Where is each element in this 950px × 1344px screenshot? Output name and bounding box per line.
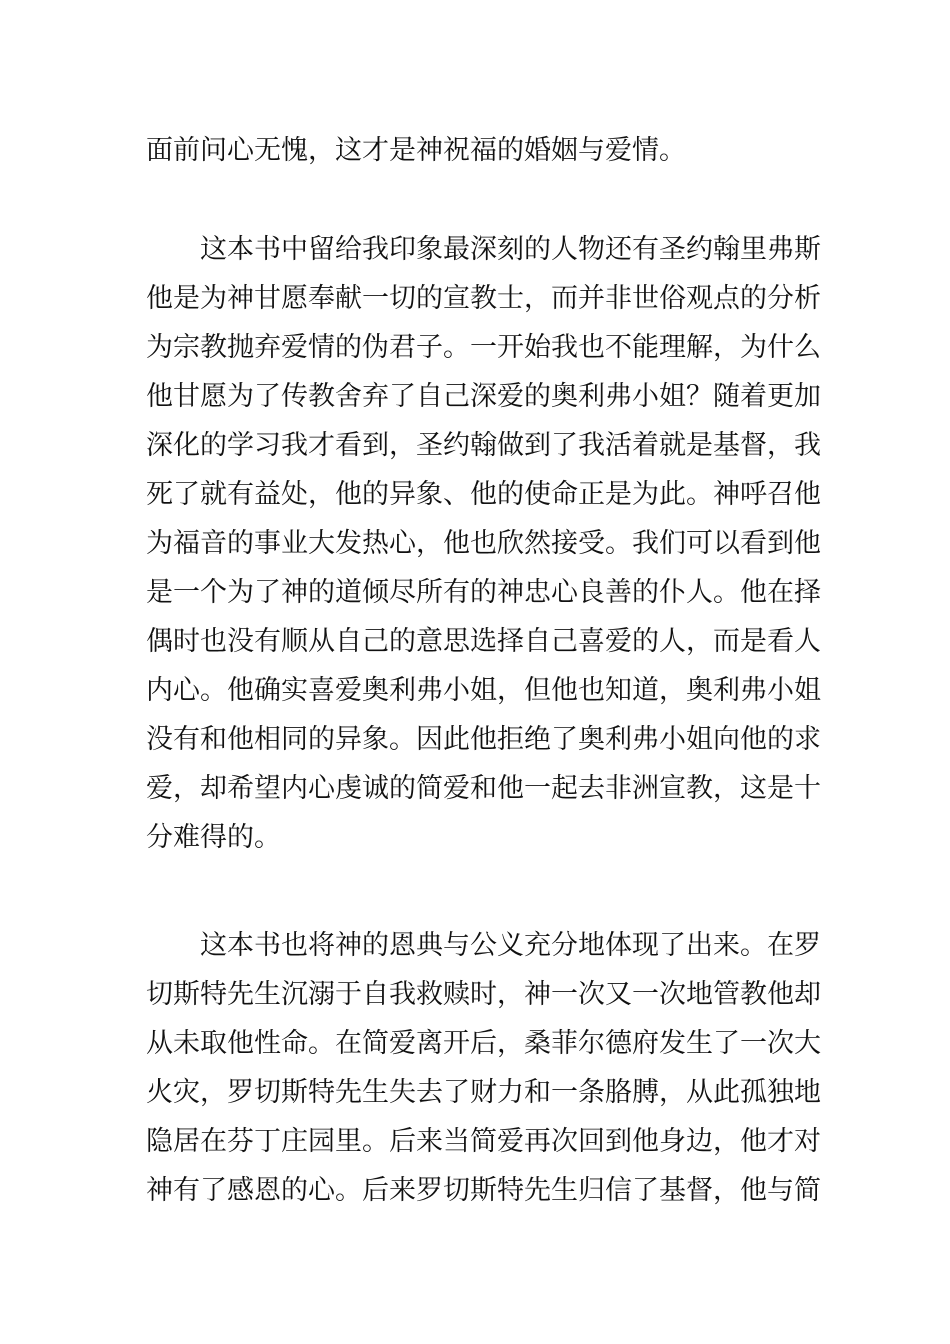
text-line: 这本书中留给我印象最深刻的人物还有圣约翰里弗斯 [200,234,821,265]
text-line: 没有和他相同的异象。因此他拒绝了奥利弗小姐向他的求 [146,724,821,755]
text-line: 火灾，罗切斯特先生失去了财力和一条胳膊，从此孤独地 [146,1077,821,1108]
text-line: 为宗教抛弃爱情的伪君子。一开始我也不能理解，为什么 [146,332,821,363]
text-line: 神有了感恩的心。后来罗切斯特先生归信了基督，他与简 [146,1175,821,1206]
text-line: 深化的学习我才看到，圣约翰做到了我活着就是基督，我 [146,430,821,461]
text-line: 爱，却希望内心虔诚的简爱和他一起去非洲宣教，这是十 [146,773,821,804]
paragraph-continuation [146,126,810,175]
text-line: 偶时也没有顺从自己的意思选择自己喜爱的人，而是看人 [146,626,821,657]
text-line: 切斯特先生沉溺于自我救赎时，神一次又一次地管教他却 [146,979,821,1010]
text-line: 面前问心无愧，这才是神祝福的婚姻与爱情。 [146,135,686,166]
text-line: 他是为神甘愿奉献一切的宣教士，而并非世俗观点的分析 [146,283,821,314]
paragraph-grace-justice [146,921,821,1215]
text-line: 这本书也将神的恩典与公义充分地体现了出来。在罗 [200,930,821,961]
text-line: 是一个为了神的道倾尽所有的神忠心良善的仆人。他在择 [146,577,821,608]
text-line: 分难得的。 [146,822,281,853]
text-line: 死了就有益处，他的异象、他的使命正是为此。神呼召他 [146,479,821,510]
text-line: 内心。他确实喜爱奥利弗小姐，但他也知道，奥利弗小姐 [146,675,821,706]
text-line: 为福音的事业大发热心，他也欣然接受。我们可以看到他 [146,528,821,559]
paragraph-st-john [146,225,821,862]
text-line: 从未取他性命。在简爱离开后，桑菲尔德府发生了一次大 [146,1028,821,1059]
text-line: 他甘愿为了传教舍弃了自己深爱的奥利弗小姐？随着更加 [146,381,821,412]
text-line: 隐居在芬丁庄园里。后来当简爱再次回到他身边，他才对 [146,1126,821,1157]
